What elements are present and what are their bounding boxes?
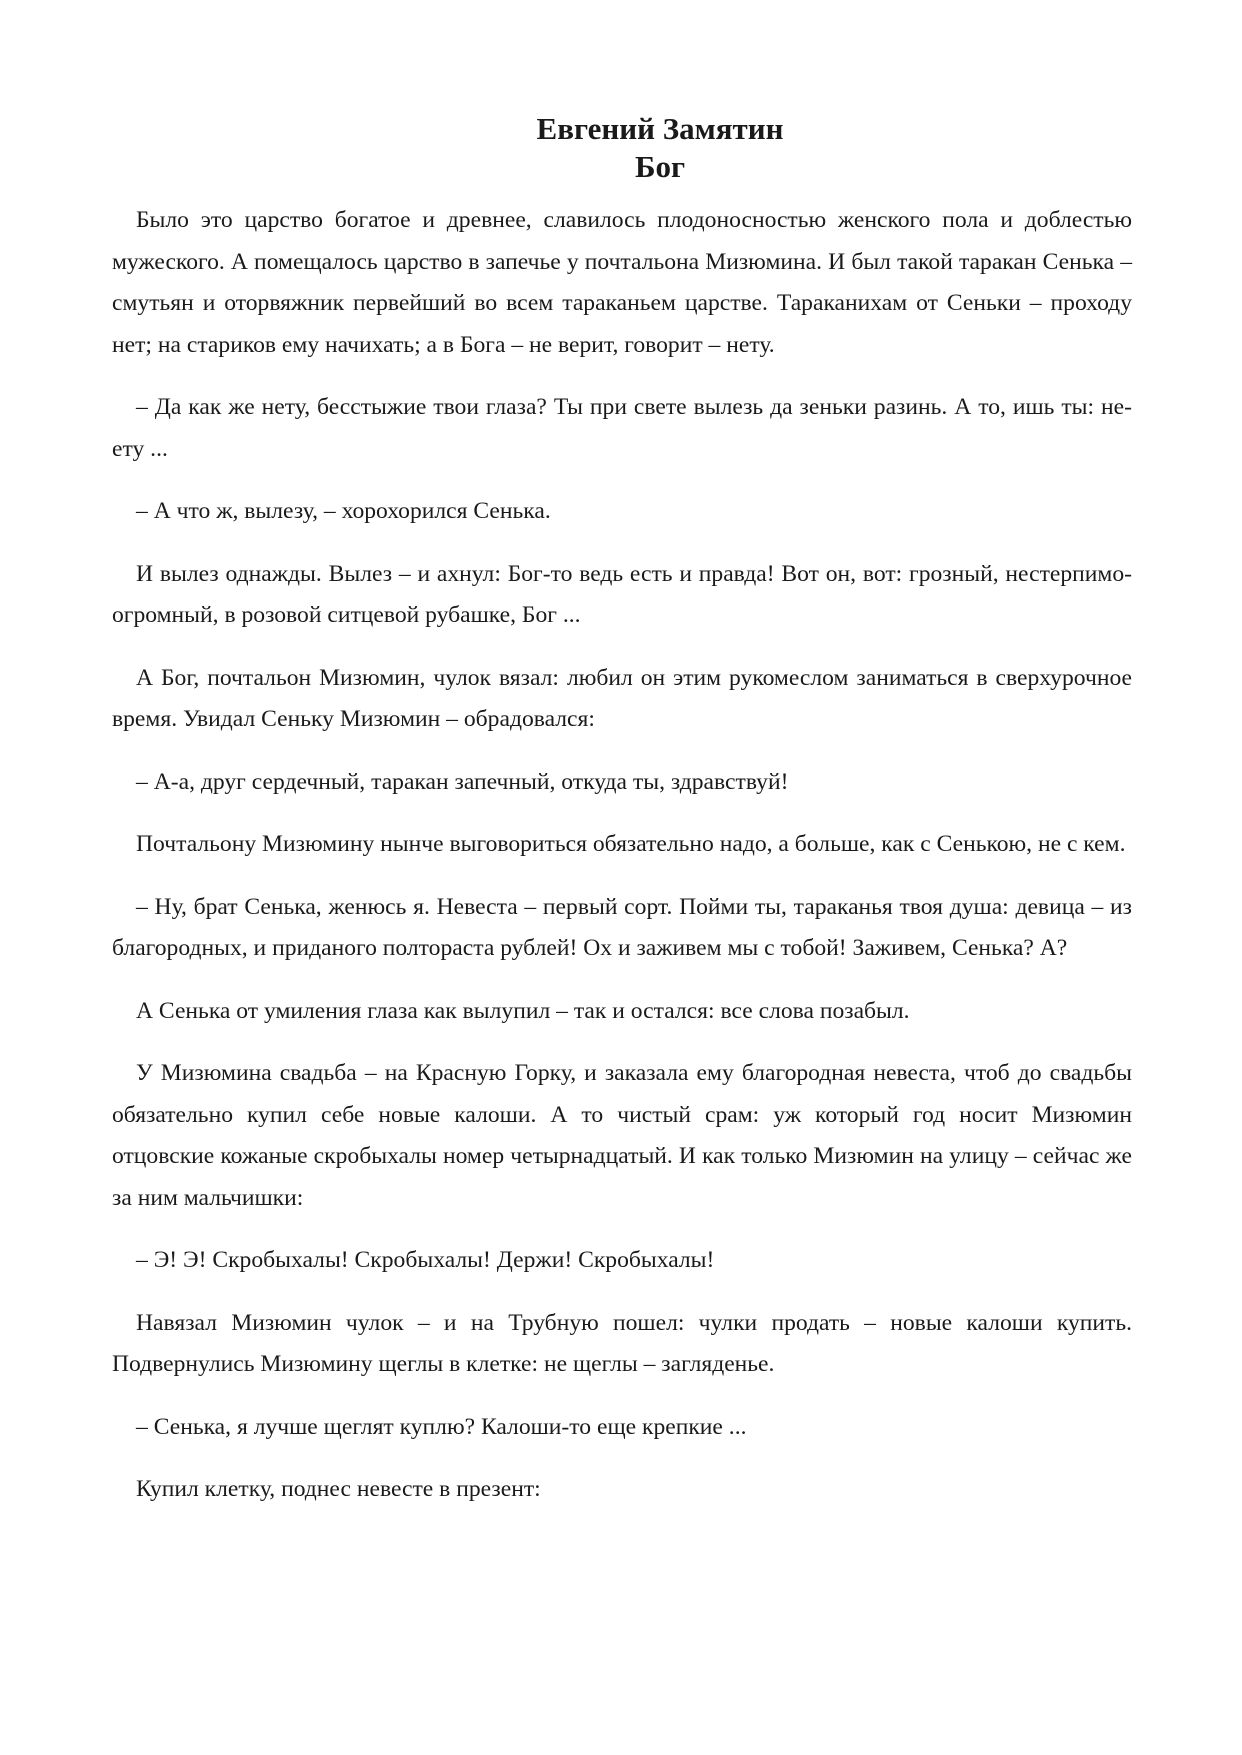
paragraph-3: – А что ж, вылезу, – хорохорился Сенька. — [136, 498, 551, 524]
paragraph-14: Купил клетку, поднес невесте в презент: — [136, 1476, 541, 1502]
paragraph-12: Навязал Мизюмин чулок – и на Трубную пошел: чулки продать – новые калоши купить. Подвернулись Мизюмину щеглы в клетке: не щеглы – загляденье. — [112, 1309, 1132, 1377]
paragraph-1: Было это царство богатое и древнее, славилось плодоносностью женского пола и доблестью мужеского. А помещалось царство в запечье у почтальона Мизюмина. И был такой таракан Сенька – смутьян и оторвяжник первейший во всем тараканьем царстве. Тараканихам от Сеньки – проходу нет; на стариков ему начихать; а в Бога – не верит, говорит – нету. — [112, 207, 1132, 358]
paragraph-5: А Бог, почтальон Мизюмин, чулок вязал: любил он этим рукомеслом заниматься в сверхурочное время. Увидал Сеньку Мизюмин – обрадовался: — [112, 664, 1132, 732]
paragraph-7: Почтальону Мизюмину нынче выговориться обязательно надо, а больше, как с Сенькою, не с кем. — [136, 831, 1126, 857]
story-title: Бог — [634, 149, 686, 184]
paragraph-8: – Ну, брат Сенька, женюсь я. Невеста – первый сорт. Пойми ты, тараканья твоя душа: девица – из благородных, и приданого полтораста рублей! Ох и заживем мы с тобой! Заживем, Сенька? А? — [112, 893, 1132, 961]
paragraph-10: У Мизюмина свадьба – на Красную Горку, и заказала ему благородная невеста, чтоб до свадьбы обязательно купил себе новые калоши. А то чистый срам: уж который год носит Мизюмин отцовские кожаные скробыхалы номер четырнадцатый. И как только Мизюмин на улицу – сейчас же за ним мальчишки: — [112, 1060, 1132, 1211]
paragraph-2: – Да как же нету, бесстыжие твои глаза? Ты при свете вылезь да зеньки разинь. А то, ишь ты: не-ету ... — [112, 394, 1132, 462]
paragraph-13: – Сенька, я лучше щеглят куплю? Калоши-то еще крепкие ... — [136, 1413, 747, 1440]
paragraph-11: – Э! Э! Скробыхалы! Скробыхалы! Держи! Скробыхалы! — [136, 1247, 715, 1273]
story-text — [112, 200, 1132, 1532]
author-name: Евгений Замятин — [536, 111, 784, 146]
paragraph-4: И вылез однажды. Вылез – и ахнул: Бог-то ведь есть и правда! Вот он, вот: грозный, нестерпимо-огромный, в розовой ситцевой рубашке, Бог ... — [112, 560, 1132, 628]
title-block — [0, 110, 1242, 186]
paragraph-9: А Сенька от умиления глаза как вылупил – так и остался: все слова позабыл. — [136, 997, 910, 1024]
paragraph-6: – А-а, друг сердечный, таракан запечный, откуда ты, здравствуй! — [136, 768, 789, 795]
